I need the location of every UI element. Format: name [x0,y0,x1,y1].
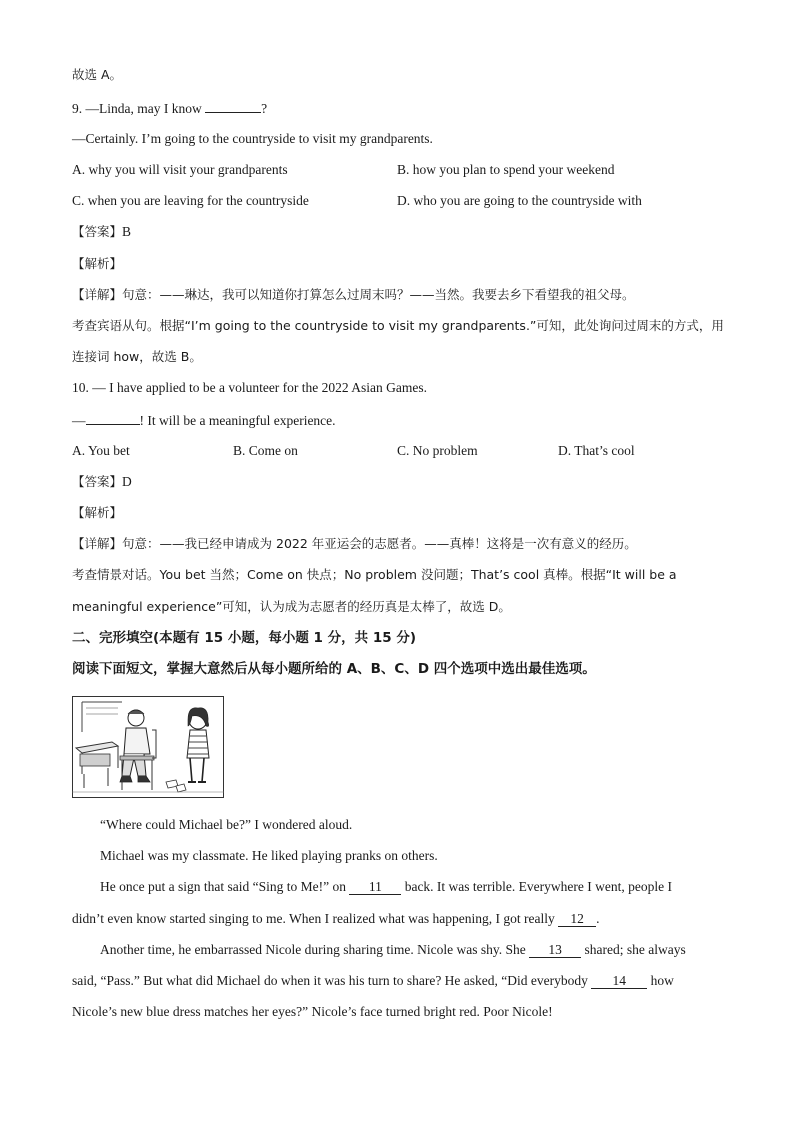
q9-answer-value: B [122,224,132,239]
q9-detail-line1 [72,286,635,304]
q10-detail-line3: meaningful experience”可知，认为成为志愿者的经历真是太棒了，故选 D。 [72,599,511,614]
q10-answer [72,473,132,491]
previous-answer-conclusion: 故选 A。 [72,67,123,82]
q9-detail-line2: 考查宾语从句。根据“I’m going to the countryside to visit my grandparents.”可知，此处询问过周末的方式，用 [72,318,724,333]
q10-answer-value: D [122,474,132,489]
q10-stem: 10. — I have applied to be a volunteer for the 2022 Asian Games. [72,380,428,395]
q9-stem-end: ? [261,101,268,116]
passage-text: how [647,973,674,988]
passage-text: shared; she always [581,942,686,957]
q10-detail-text1: 句意：——我已经申请成为 2022 年亚运会的志愿者。——真棒！这将是一次有意义的经历。 [122,536,637,551]
q9-answer-tag: 【答案】 [72,224,123,239]
classroom-illustration [72,696,224,798]
passage-text: He once put a sign that said “Sing to Me!” on [100,879,350,894]
passage-paragraph-2: Michael was my classmate. He liked playing pranks on others. [100,848,438,863]
q10-option-a: A. You bet [72,443,130,458]
section-title: 二、完形填空(本题有 15 小题，每小题 1 分，共 15 分) [72,630,417,646]
blank-12: 12 [558,911,596,927]
passage-text: didn’t even know started singing to me. When I realized what was happening, I got really [72,911,559,926]
q10-detail-line1 [72,535,637,553]
q9-stem-text: 9. —Linda, may I know [72,101,206,116]
q9-detail-text1: 句意：——琳达，我可以知道你打算怎么过周末吗？——当然。我要去乡下看望我的祖父母。 [122,287,635,302]
q9-answer [72,223,131,241]
q9-stem [72,98,267,118]
q9-option-a: A. why you will visit your grandparents [72,162,288,177]
q9-option-b: B. how you plan to spend your weekend [397,162,615,177]
q10-response-text: ! It will be a meaningful experience. [139,413,336,428]
blank-11: 11 [349,879,401,895]
q9-option-d: D. who you are going to the countryside with [397,193,642,208]
q10-option-d: D. That’s cool [558,443,635,458]
blank-14: 14 [591,973,647,989]
passage-text: Another time, he embarrassed Nicole during sharing time. Nicole was shy. She [100,942,530,957]
passage-paragraph-1: “Where could Michael be?” I wondered aloud. [100,817,353,832]
q9-detail-tag: 【详解】 [72,287,123,302]
q10-response [72,410,336,430]
passage-paragraph-3-line1 [100,878,672,896]
q9-detail-line3: 连接词 how，故选 B。 [72,349,202,364]
passage-paragraph-4-line1 [100,941,686,959]
passage-text: back. It was terrible. Everywhere I went, people I [401,879,672,894]
q10-answer-tag: 【答案】 [72,474,123,489]
q10-analysis-tag: 【解析】 [72,505,123,520]
passage-paragraph-3-line2 [72,910,600,928]
q10-detail-tag: 【详解】 [72,536,123,551]
q10-option-c: C. No problem [397,443,478,458]
passage-paragraph-4-line2 [72,972,674,990]
section-instruction: 阅读下面短文，掌握大意然后从每小题所给的 A、B、C、D 四个选项中选出最佳选项。 [72,661,596,677]
q9-analysis-tag: 【解析】 [72,256,123,271]
passage-text: . [596,911,600,926]
q9-blank [205,98,261,113]
q10-blank [86,410,140,425]
q9-response: —Certainly. I’m going to the countryside to visit my grandparents. [72,131,433,146]
passage-paragraph-4-line3: Nicole’s new blue dress matches her eyes?” Nicole’s face turned bright red. Poor Nicole! [72,1004,553,1019]
blank-13: 13 [529,942,581,958]
q9-option-c: C. when you are leaving for the countryside [72,193,309,208]
q10-detail-line2: 考查情景对话。You bet 当然；Come on 快点；No problem 没问题；That’s cool 真棒。根据“It will be a [72,567,677,582]
q10-option-b: B. Come on [233,443,298,458]
q10-response-dash: — [72,413,86,428]
passage-text: said, “Pass.” But what did Michael do when it was his turn to share? He asked, “Did everybody [72,973,592,988]
